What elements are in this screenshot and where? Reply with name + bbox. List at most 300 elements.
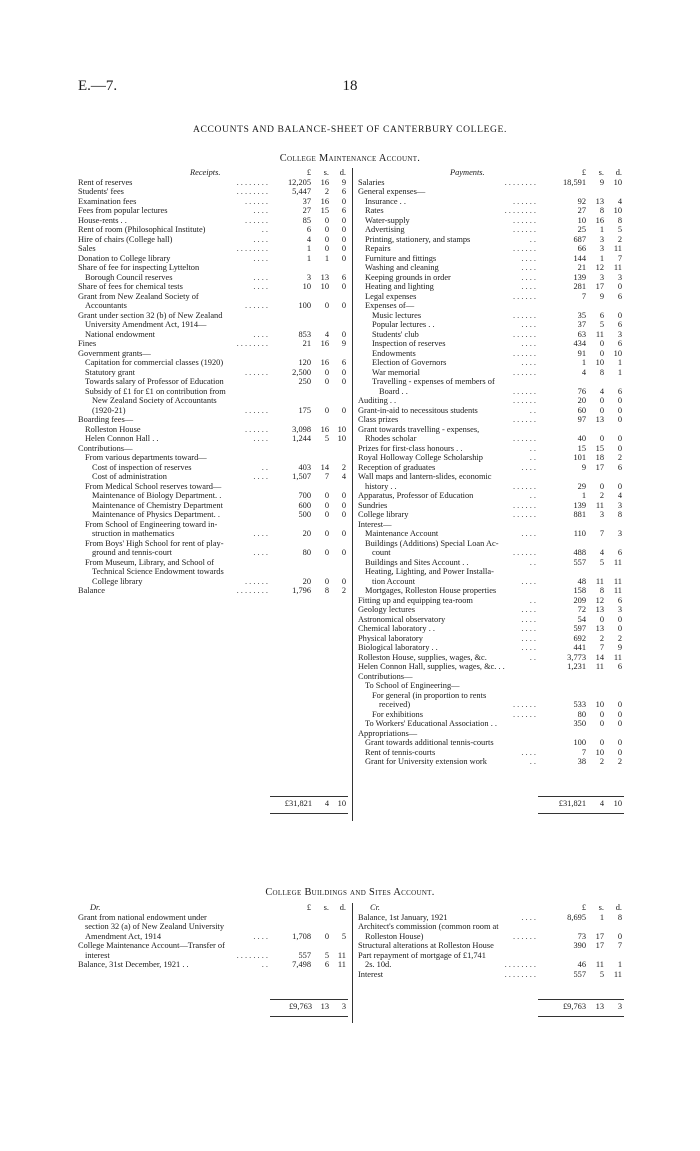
amount-shillings: 16 (320, 339, 329, 348)
ledger-row (358, 434, 623, 444)
ledger-row (78, 941, 348, 951)
amount-shillings: 1 (599, 912, 604, 922)
amount-pence: 0 (617, 931, 622, 941)
ledger-row (358, 187, 623, 197)
leader-dots: . . . . (521, 272, 536, 282)
entry-label: Washing and cleaning (365, 263, 439, 272)
amount-pounds: 1,507 (292, 472, 311, 481)
amount-shillings: 7 (599, 643, 604, 652)
amount-shillings: 3 (599, 234, 604, 244)
ledger-row (78, 301, 348, 311)
ledger-row (78, 913, 348, 923)
amount-pence: 9 (617, 643, 622, 652)
entry-label: Helen Connon Hall, supplies, wages, &c. . . (358, 662, 505, 671)
amount-pence: 6 (341, 272, 346, 282)
amount-pence: 0 (341, 244, 346, 253)
amount-pence: 2 (617, 757, 622, 766)
amount-shillings: 0 (324, 931, 329, 941)
amount-pence: 10 (613, 177, 622, 187)
entry-label: Grant towards additional tennis-courts (365, 738, 494, 747)
entry-label: Mortgages, Rolleston House properties (365, 586, 497, 595)
ledger-row (78, 434, 348, 444)
amount-pounds: 209 (573, 595, 586, 605)
amount-pounds: 533 (573, 700, 586, 709)
amount-pence: 0 (617, 738, 622, 747)
amount-pence: 10 (613, 348, 622, 358)
amount-pounds: 500 (298, 510, 311, 519)
ledger-row (358, 922, 623, 932)
amount-pounds: 7,498 (292, 960, 311, 969)
ledger-row (358, 529, 623, 539)
amount-pounds: 60 (577, 405, 586, 415)
entry-label: Structural alterations at Rolleston House (358, 941, 494, 950)
amount-pounds: 281 (573, 282, 586, 291)
amount-pence: 11 (337, 960, 346, 969)
ledger-row (358, 624, 623, 634)
amount-pounds: 37 (302, 196, 311, 206)
entry-label: Subsidy of £1 for £1 on contribution from (85, 386, 226, 396)
entry-label: General expenses— (358, 187, 426, 196)
amount-pence: 0 (617, 310, 622, 320)
amount-pounds: 250 (298, 377, 311, 386)
amount-pence: 0 (617, 709, 622, 719)
ledger-row (358, 349, 623, 359)
amount-shillings: 11 (595, 576, 604, 586)
amount-pounds: 85 (302, 215, 311, 225)
ledger-row (358, 729, 623, 739)
account-divider (352, 903, 353, 1023)
receipts-heading-row (78, 168, 348, 178)
leader-dots: . . . . (521, 912, 536, 922)
amount-shillings: 4 (599, 548, 604, 557)
entry-label: Grant from national endowment under (78, 912, 207, 922)
buildings-account-title: College Buildings and Sites Account. (265, 887, 435, 898)
ledger-row (78, 396, 348, 406)
entry-label: Chemical laboratory . . (358, 624, 435, 633)
amount-pence: 11 (613, 263, 622, 272)
ledger-row (358, 681, 623, 691)
amount-pence: 7 (617, 253, 622, 263)
ledger-row (358, 662, 623, 672)
amount-pounds: 76 (577, 386, 586, 396)
entry-label: To Workers' Educational Association . . (365, 719, 497, 728)
amount-shillings: 16 (595, 215, 604, 225)
amount-pounds: 1,708 (292, 931, 311, 941)
debits-total-rule-top (270, 999, 348, 1000)
ledger-row (78, 311, 348, 321)
ledger-row (358, 510, 623, 520)
leader-dots: . . . . . . (512, 434, 536, 443)
amount-shillings: 0 (599, 434, 604, 443)
entry-label: Government grants— (78, 348, 151, 358)
ledger-row (78, 444, 348, 454)
leader-dots: . . . . . . (512, 244, 536, 253)
entry-label: Grant-in-aid to necessitous students (358, 405, 478, 415)
entry-label: National endowment (85, 329, 156, 339)
entry-label: Fitting up and equipping tea-room (358, 595, 473, 605)
credits-total-pounds: £9,763 (562, 1002, 586, 1011)
amount-pounds: 25 (577, 225, 586, 234)
amount-shillings: 1 (599, 253, 604, 263)
ledger-row (358, 387, 623, 397)
amount-shillings: 0 (599, 738, 604, 747)
leader-dots: . . . . . . (512, 548, 536, 557)
entry-label: Prizes for first-class honours . . (358, 443, 463, 453)
entry-label: Music lectures (372, 310, 422, 320)
amount-pence: 0 (341, 329, 346, 339)
amount-pence: 2 (341, 586, 346, 595)
leader-dots: . . . . . . (244, 215, 268, 225)
entry-label: Balance (78, 586, 105, 595)
entry-label: Maintenance of Physics Department. . (92, 510, 220, 519)
leader-dots: . . . . . . (512, 386, 536, 396)
entry-label: Election of Governors (372, 358, 447, 367)
shillings-heading: s. (598, 903, 604, 912)
entry-label: Legal expenses (365, 291, 417, 301)
entry-label: Capitation for commercial classes (1920) (85, 358, 224, 367)
amount-pence: 1 (617, 358, 622, 367)
amount-shillings: 3 (599, 510, 604, 519)
amount-shillings: 5 (324, 950, 329, 960)
amount-pence: 0 (341, 529, 346, 538)
amount-pence: 2 (617, 453, 622, 462)
amount-pence: 10 (337, 434, 346, 443)
ledger-row (78, 539, 348, 549)
amount-pence: 0 (617, 415, 622, 424)
amount-pounds: 3 (306, 272, 311, 282)
ledger-row (358, 206, 623, 216)
entry-label: Share of fee for inspecting Lyttelton (78, 263, 200, 272)
amount-pence: 6 (341, 187, 346, 196)
amount-pounds: 175 (298, 405, 311, 415)
amount-shillings: 11 (595, 662, 604, 671)
ledger-row (358, 444, 623, 454)
ledger-row (78, 922, 348, 932)
entry-label: Physical laboratory (358, 633, 423, 643)
amount-pounds: 1 (581, 491, 586, 500)
amount-pence: 3 (617, 500, 622, 510)
amount-pence: 11 (613, 244, 622, 253)
amount-shillings: 14 (320, 462, 329, 472)
amount-pence: 4 (617, 196, 622, 206)
entry-label: Salaries (358, 177, 385, 187)
entry-label: count (372, 548, 391, 557)
ledger-row (358, 282, 623, 292)
amount-pence: 0 (341, 282, 346, 291)
amount-pounds: 853 (298, 329, 311, 339)
ledger-row (358, 501, 623, 511)
amount-pence: 0 (341, 225, 346, 234)
ledger-row (358, 520, 623, 530)
debits-rows (78, 913, 348, 970)
amount-pence: 0 (341, 196, 346, 206)
amount-pounds: 120 (298, 358, 311, 367)
amount-shillings: 0 (324, 301, 329, 310)
leader-dots: . . . . . . (512, 931, 536, 941)
amount-pounds: 8,695 (567, 912, 586, 922)
ledger-row (78, 577, 348, 587)
amount-shillings: 3 (599, 272, 604, 282)
amount-shillings: 0 (324, 234, 329, 244)
amount-shillings: 0 (324, 405, 329, 415)
amount-shillings: 17 (595, 931, 604, 941)
amount-pounds: 441 (573, 643, 586, 652)
ledger-row (358, 368, 623, 378)
entry-label: Inspection of reserves (372, 339, 446, 348)
document-title: ACCOUNTS AND BALANCE-SHEET OF CANTERBURY COLLEGE. (192, 124, 508, 135)
amount-pence: 6 (617, 339, 622, 348)
amount-pounds: 3,098 (292, 424, 311, 434)
entry-label: New Zealand Society of Accountants (92, 396, 217, 405)
ledger-row (358, 377, 623, 387)
amount-pence: 1 (617, 367, 622, 377)
amount-pounds: 37 (577, 320, 586, 329)
pounds-heading: £ (581, 903, 586, 912)
amount-pounds: 4 (581, 367, 586, 377)
ledger-row (78, 197, 348, 207)
ledger-row (78, 225, 348, 235)
receipts-total-pence: 10 (337, 799, 346, 808)
entry-label: Apparatus, Professor of Education (358, 491, 474, 500)
entry-label: (1920-21) (92, 405, 126, 415)
amount-pence: 0 (341, 576, 346, 586)
leader-dots: . . . . . . (244, 424, 268, 434)
ledger-row (78, 406, 348, 416)
amount-shillings: 5 (599, 557, 604, 567)
amount-shillings: 6 (599, 310, 604, 320)
ledger-row (78, 510, 348, 520)
leader-dots: . . . . (253, 472, 268, 481)
amount-pence: 0 (341, 491, 346, 500)
amount-pence: 11 (613, 969, 622, 979)
amount-shillings: 0 (599, 348, 604, 358)
pence-heading: d. (615, 903, 622, 912)
pence-heading: d. (339, 168, 346, 177)
entry-label: Astronomical observatory (358, 614, 446, 624)
leader-dots: . . . . . . . . (236, 177, 268, 187)
leader-dots: . . . . . . (512, 709, 536, 719)
entry-label: tion Account (372, 576, 416, 586)
amount-pence: 11 (613, 586, 622, 595)
entry-label: Statutory grant (85, 367, 136, 377)
ledger-row (78, 520, 348, 530)
ledger-row (358, 748, 623, 758)
amount-shillings: 0 (324, 548, 329, 557)
ledger-row (78, 254, 348, 264)
entry-label: From School of Engineering toward in- (85, 519, 218, 529)
ledger-row (358, 643, 623, 653)
shillings-heading: s. (323, 168, 329, 177)
ledger-row (78, 491, 348, 501)
entry-label: Rolleston House) (365, 931, 424, 941)
entry-label: Keeping grounds in order (365, 272, 451, 282)
entry-label: From Boys' High School for rent of play- (85, 538, 224, 548)
ledger-row (78, 453, 348, 463)
leader-dots: . . . . . . . . (236, 586, 268, 595)
leader-dots: . . . . . . . . (236, 339, 268, 348)
amount-pence: 6 (617, 386, 622, 396)
amount-pounds: 92 (577, 196, 586, 206)
amount-pounds: 63 (577, 329, 586, 339)
ledger-row (358, 406, 623, 416)
ledger-row (78, 178, 348, 188)
entry-label: Fees from popular lectures (78, 206, 168, 215)
amount-pence: 9 (341, 339, 346, 348)
amount-pence: 3 (617, 605, 622, 614)
entry-label: Biological laboratory . . (358, 643, 438, 652)
amount-pounds: 48 (577, 576, 586, 586)
leader-dots: . . . . (253, 272, 268, 282)
amount-pounds: 1,231 (567, 662, 586, 671)
ledger-row (358, 273, 623, 283)
entry-label: Geology lectures (358, 605, 415, 614)
amount-shillings: 1 (324, 253, 329, 263)
leader-dots: . . . . . . (512, 225, 536, 234)
amount-pence: 0 (617, 614, 622, 624)
ledger-row (78, 282, 348, 292)
ledger-row (358, 216, 623, 226)
ledger-row (358, 700, 623, 710)
ledger-row (358, 311, 623, 321)
amount-shillings: 8 (599, 367, 604, 377)
amount-pence: 0 (617, 282, 622, 291)
entry-label: For general (in proportion to rents (372, 690, 487, 700)
amount-pence: 0 (617, 481, 622, 491)
amount-shillings: 5 (324, 434, 329, 443)
amount-pounds: 687 (573, 234, 586, 244)
entry-label: Wall maps and lantern-slides, economic (358, 472, 492, 481)
amount-shillings: 0 (324, 529, 329, 538)
amount-pounds: 91 (577, 348, 586, 358)
amount-pounds: 72 (577, 605, 586, 614)
amount-shillings: 9 (599, 291, 604, 301)
entry-label: Grant from New Zealand Society of (78, 291, 199, 301)
leader-dots: . . . . . . (512, 481, 536, 491)
entry-label: Auditing . . (358, 396, 397, 405)
amount-shillings: 11 (595, 960, 604, 969)
ledger-row (358, 330, 623, 340)
ledger-row (78, 472, 348, 482)
entry-label: Share of fees for chemical tests (78, 282, 183, 291)
ledger-row (358, 672, 623, 682)
ledger-row (358, 463, 623, 473)
amount-shillings: 2 (599, 757, 604, 766)
amount-pounds: 350 (573, 719, 586, 728)
leader-dots: . . . . (521, 529, 536, 538)
amount-pence: 3 (617, 529, 622, 538)
payments-rows (358, 178, 623, 767)
leader-dots: . . . . . . (512, 500, 536, 510)
ledger-row (358, 567, 623, 577)
amount-pence: 6 (341, 206, 346, 215)
amount-pence: 2 (617, 234, 622, 244)
entry-label: Towards salary of Professor of Education (85, 377, 224, 386)
leader-dots: . . . . (521, 253, 536, 263)
payments-heading: Payments. (450, 168, 485, 177)
amount-shillings: 16 (320, 177, 329, 187)
amount-shillings: 15 (595, 443, 604, 453)
ledger-row (78, 358, 348, 368)
ledger-row (358, 634, 623, 644)
debits-ledger (78, 903, 348, 983)
ledger-row (78, 482, 348, 492)
amount-pence: 9 (341, 177, 346, 187)
ledger-row (358, 244, 623, 254)
ledger-row (78, 187, 348, 197)
amount-pence: 8 (617, 912, 622, 922)
entry-label: interest (85, 950, 110, 960)
entry-label: Popular lectures . . (372, 320, 435, 329)
amount-pounds: 35 (577, 310, 586, 320)
amount-shillings: 7 (324, 472, 329, 481)
amount-pence: 2 (341, 462, 346, 472)
leader-dots: . . (529, 595, 536, 605)
amount-pence: 5 (617, 225, 622, 234)
pounds-heading: £ (306, 168, 311, 177)
amount-pounds: 73 (577, 931, 586, 941)
amount-pence: 8 (617, 215, 622, 225)
entry-label: Reception of graduates (358, 462, 436, 472)
entry-label: Boarding fees— (78, 415, 134, 424)
amount-pence: 0 (341, 548, 346, 557)
entry-label: received) (379, 700, 411, 709)
entry-label: Buildings and Sites Account . . (365, 557, 469, 567)
amount-pounds: 403 (298, 462, 311, 472)
entry-label: Royal Holloway College Scholarship (358, 453, 483, 462)
leader-dots: . . (261, 960, 268, 969)
report-reference: E.—7. (78, 78, 118, 94)
leader-dots: . . . . . . (512, 510, 536, 519)
amount-shillings: 8 (324, 586, 329, 595)
ledger-row (358, 491, 623, 501)
amount-pence: 2 (617, 633, 622, 643)
amount-shillings: 10 (320, 282, 329, 291)
payments-total-pounds: £31,821 (558, 799, 586, 808)
amount-shillings: 0 (599, 339, 604, 348)
amount-pence: 11 (337, 950, 346, 960)
entry-label: history . . (365, 481, 397, 491)
amount-pounds: 1 (581, 358, 586, 367)
amount-pence: 11 (613, 557, 622, 567)
amount-shillings: 4 (324, 329, 329, 339)
payments-total-pence: 10 (613, 799, 622, 808)
debits-total-pounds: £9,763 (288, 1002, 312, 1011)
amount-pounds: 4 (306, 234, 311, 244)
amount-pounds: 21 (577, 263, 586, 272)
amount-pounds: 100 (298, 301, 311, 310)
amount-pounds: 80 (577, 709, 586, 719)
ledger-row (78, 349, 348, 359)
amount-pounds: 29 (577, 481, 586, 491)
leader-dots: . . . . (253, 529, 268, 538)
amount-shillings: 16 (320, 424, 329, 434)
entry-label: Printing, stationery, and stamps (365, 234, 471, 244)
amount-pounds: 38 (577, 757, 586, 766)
leader-dots: . . (529, 491, 536, 500)
leader-dots: . . . . (253, 253, 268, 263)
ledger-row (78, 339, 348, 349)
entry-label: Appropriations— (358, 728, 418, 738)
amount-pence: 6 (617, 320, 622, 329)
leader-dots: . . (529, 453, 536, 462)
leader-dots: . . (529, 443, 536, 453)
entry-label: From Medical School reserves toward— (85, 481, 222, 491)
amount-pence: 11 (613, 576, 622, 586)
leader-dots: . . . . . . (512, 215, 536, 225)
ledger-row (358, 932, 623, 942)
ledger-row (78, 951, 348, 961)
amount-pounds: 881 (573, 510, 586, 519)
